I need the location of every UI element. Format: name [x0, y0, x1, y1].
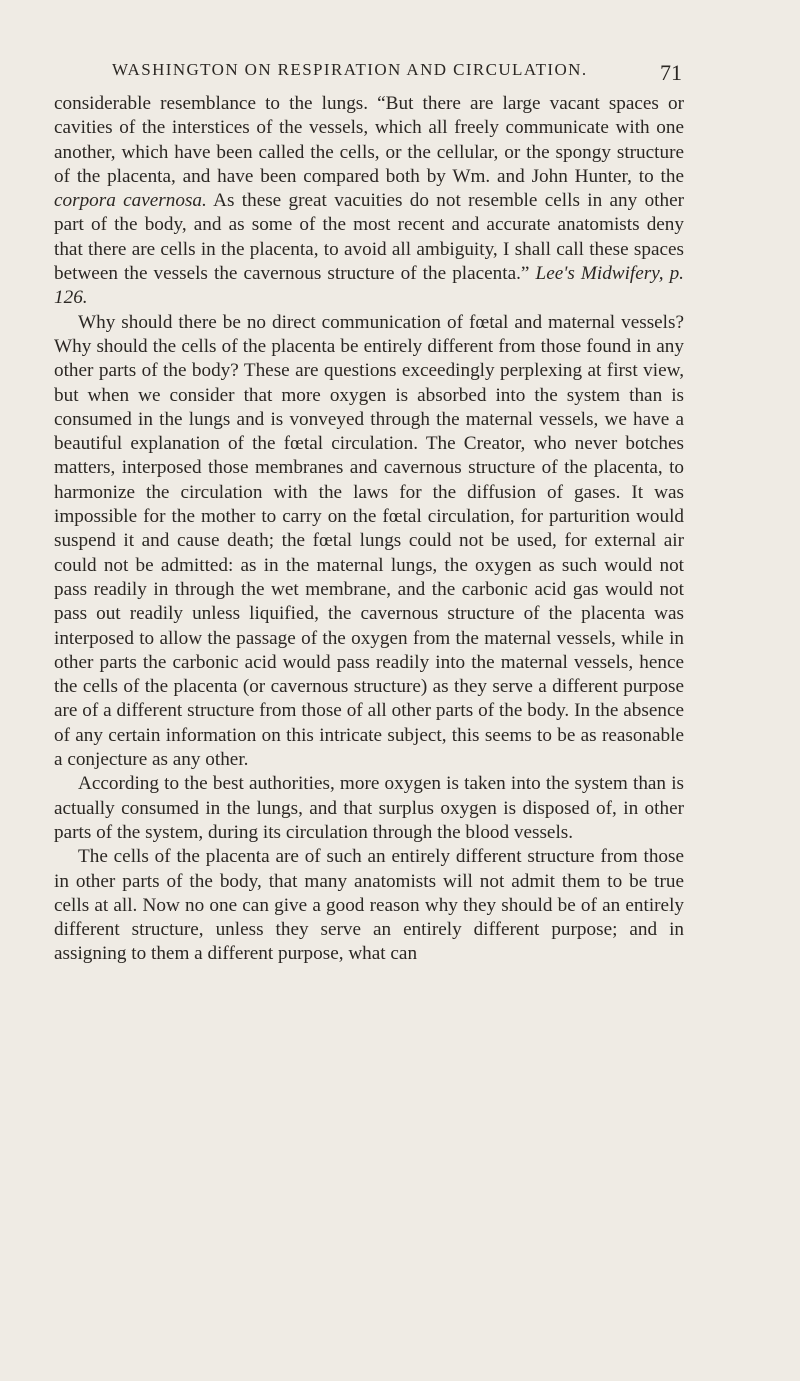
- text-segment: As these great vacuities do not resemble cells in any other part of the body, and as some of the most recent and accurate anatomists deny that there are cells in the placenta, to avoid all ambiguity, I shall call these spaces between the vessels the cavernous structure of the placenta.”: [54, 190, 684, 285]
- text-segment: Why should there be no direct communication of fœtal and maternal vessels? Why should the cells of the placenta be entirely different from those found in any other parts of the body? These are questions exceedingly perplexing at first view, but when we consider that more oxygen is absorbed into the system than is consumed in the lungs and is vonveyed through the maternal vessels, we have a beautiful explanation of the fœtal circulation. The Creator, who never botches matters, interposed those membranes and cavernous structure of the placenta, to harmonize the circulation with the laws for the diffusion of gases. It was impossible for the mother to carry on the fœtal circulation, for parturition would suspend it and cause death; the fœtal lungs could not be used, for external air could not be admitted: as in the maternal lungs, the oxygen as such would not pass readily in through the wet membrane, and the carbonic acid gas would not pass out readily unless liquified, the cavernous structure of the placenta was interposed to allow the passage of the oxygen from the maternal vessels, while in other parts the carbonic acid would pass readily into the maternal vessels, hence the cells of the placenta (or cavernous structure) as they serve a different purpose are of a different structure from those of all other parts of the body. In the absence of any certain information on this intricate subject, this seems to be as reasonable a conjecture as any other.: [54, 311, 684, 771]
- body-text: [54, 92, 684, 967]
- text-segment: The cells of the placenta are of such an entirely different structure from those in other parts of the body, that many anatomists will not admit them to be true cells at all. Now no one can give a good reason why they should be of an entirely different structure, unless they serve an entirely different purpose; and in assigning to them a different purpose, what can: [54, 846, 684, 965]
- running-head: [112, 60, 682, 90]
- running-title: WASHINGTON ON RESPIRATION AND CIRCULATION.: [112, 60, 588, 79]
- paragraph: [54, 845, 684, 966]
- paragraph-quote: [54, 92, 684, 311]
- paragraph: [54, 311, 684, 773]
- page-number: 71: [660, 60, 682, 85]
- text-segment: According to the best authorities, more oxygen is taken into the system than is actually consumed in the lungs, and that surplus oxygen is disposed of, in other parts of the system, during its circulation through the blood vessels.: [54, 773, 684, 843]
- italic-term: corpora cavernosa.: [54, 190, 207, 212]
- citation: Lee's Midwifery, p. 126.: [54, 263, 684, 309]
- paragraph: [54, 772, 684, 845]
- text-segment: considerable resemblance to the lungs. “But there are large vacant spaces or cavities of the interstices of the vessels, which all freely communicate with one another, which have been called the cells, or the cellular, or the spongy structure of the placenta, and have been compared both by Wm. and John Hunter, to the: [54, 93, 684, 187]
